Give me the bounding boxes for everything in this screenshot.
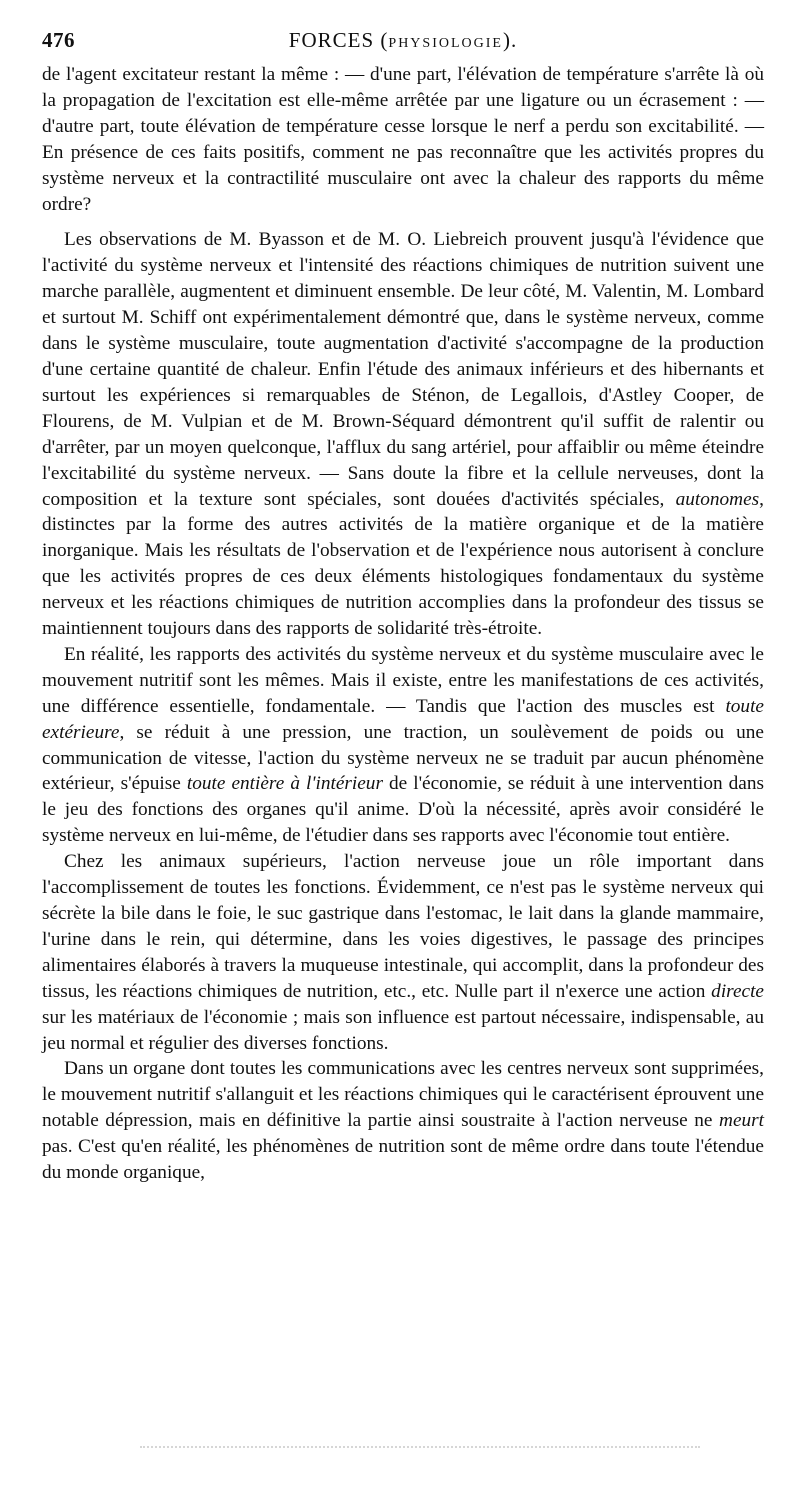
paragraph-1: [42, 62, 764, 217]
page-number: 476: [42, 28, 75, 52]
paragraph-text: , distinctes par la forme des autres activités de la matière organique et de la matière inorganique. Mais les résultats de l'observation et de l'expérience nous autorisent à conclure que les activités propres de ces deux éléments histologiques fondamentaux du système nerveux et les réactions chimiques de nutrition accomplies dans la profondeur des tissus se maintiennent toujours dans des rapports de solidarité très-étroite.: [42, 488, 764, 640]
paragraph-text: pas. C'est qu'en réalité, les phénomènes de nutrition sont de même ordre dans toute l'étendue du monde organique,: [42, 1136, 764, 1184]
paragraph-text: de l'agent excitateur restant la même : — d'une part, l'élévation de température s'arrête là où la propagation de l'excitation est elle-même arrêtée par une ligature ou un écrasement : — d'autre part, toute élévation de température cesse lorsque le nerf a perdu son excitabilité. — En présence de ces faits positifs, comment ne pas reconnaître que les activités propres du système nerveux et la contractilité musculaire ont avec la chaleur des rapports du même ordre?: [42, 64, 764, 215]
italic-term: meurt: [719, 1110, 764, 1132]
paragraph-4: [42, 849, 764, 1056]
running-head-open: (: [374, 28, 389, 52]
paragraph-5: [42, 1056, 764, 1186]
page-header: [42, 28, 764, 62]
paragraph-text: sur les matériaux de l'économie ; mais son influence est partout nécessaire, indispensable, au jeu normal et régulier des diverses fonctions.: [42, 1006, 764, 1054]
paragraph-text: , se réduit à une pression, une traction, un soulèvement de poids ou une communication de vitesse, l'action du système nerveux ne se traduit par aucun phénomène extérieur, s'épuise: [42, 721, 764, 795]
paragraph-text: Les observations de M. Byasson et de M. O. Liebreich prouvent jusqu'à l'évidence que l'activité du système nerveux et l'intensité des réactions chimiques de nutrition suivent une marche parallèle, augmentent et diminuent ensemble. De leur côté, M. Valentin, M. Lombard et surtout M. Schiff ont expérimentalement démontré que, dans le système nerveux, comme dans le système musculaire, toute augmentation d'activité s'accompagne de la production d'une certaine quantité de chaleur. Enfin l'étude des animaux inférieurs et des hibernants et surtout les expériences si remarquables de Sténon, de Legallois, d'Astley Cooper, de Flourens, de M. Vulpian et de M. Brown-Séquard démontrent qu'il suffit de ralentir ou d'arrêter, par un moyen quelconque, l'afflux du sang artériel, pour affaiblir ou même éteindre l'excitabilité du système nerveux. — Sans doute la fibre et la cellule nerveuses, dont la composition et la texture sont spéciales, sont douées d'activités spéciales,: [42, 229, 764, 510]
running-head-close: ).: [502, 28, 518, 52]
italic-term: autonomes: [675, 488, 760, 510]
paragraph-2: [42, 227, 764, 642]
running-head: [42, 28, 764, 53]
running-head-subject: PHYSIOLOGIE: [388, 36, 503, 51]
scan-specks: [140, 1446, 700, 1452]
paragraph-text: de l'économie, se réduit à une intervention dans le jeu des fonctions des organes qu'il anime. D'où la nécessité, après avoir considéré le système nerveux en lui-même, de l'étudier dans ses rapports avec l'économie tout entière.: [42, 773, 764, 847]
paragraph-3: [42, 642, 764, 849]
paragraph-text: En réalité, les rapports des activités du système nerveux et du système musculaire avec le mouvement nutritif sont les mêmes. Mais il existe, entre les manifestations de ces activités, une différence essentielle, fondamentale. — Tandis que l'action des muscles est: [42, 643, 764, 717]
body-text: [42, 62, 764, 1186]
italic-term: toute extérieure: [42, 695, 764, 743]
running-head-main: FORCES: [288, 28, 375, 52]
italic-term: toute entière à l'intérieur: [186, 773, 383, 795]
italic-term: directe: [711, 980, 764, 1002]
paragraph-text: Chez les animaux supérieurs, l'action nerveuse joue un rôle important dans l'accomplissement de toutes les fonctions. Évidemment, ce n'est pas le système nerveux qui sécrète la bile dans le foie, le suc gastrique dans l'estomac, le lait dans la glande mammaire, l'urine dans le rein, qui détermine, dans les voies digestives, le passage des principes alimentaires élaborés à travers la muqueuse intestinale, qui accomplit, dans la profondeur des tissus, les réactions chimiques de nutrition, etc., etc. Nulle part il n'exerce une action: [42, 851, 764, 1002]
book-page: [42, 28, 764, 1186]
paragraph-text: Dans un organe dont toutes les communications avec les centres nerveux sont supprimées, le mouvement nutritif s'allanguit et les réactions chimiques qui le caractérisent éprouvent une notable dépression, mais en définitive la partie ainsi soustraite à l'action nerveuse ne: [42, 1058, 764, 1132]
